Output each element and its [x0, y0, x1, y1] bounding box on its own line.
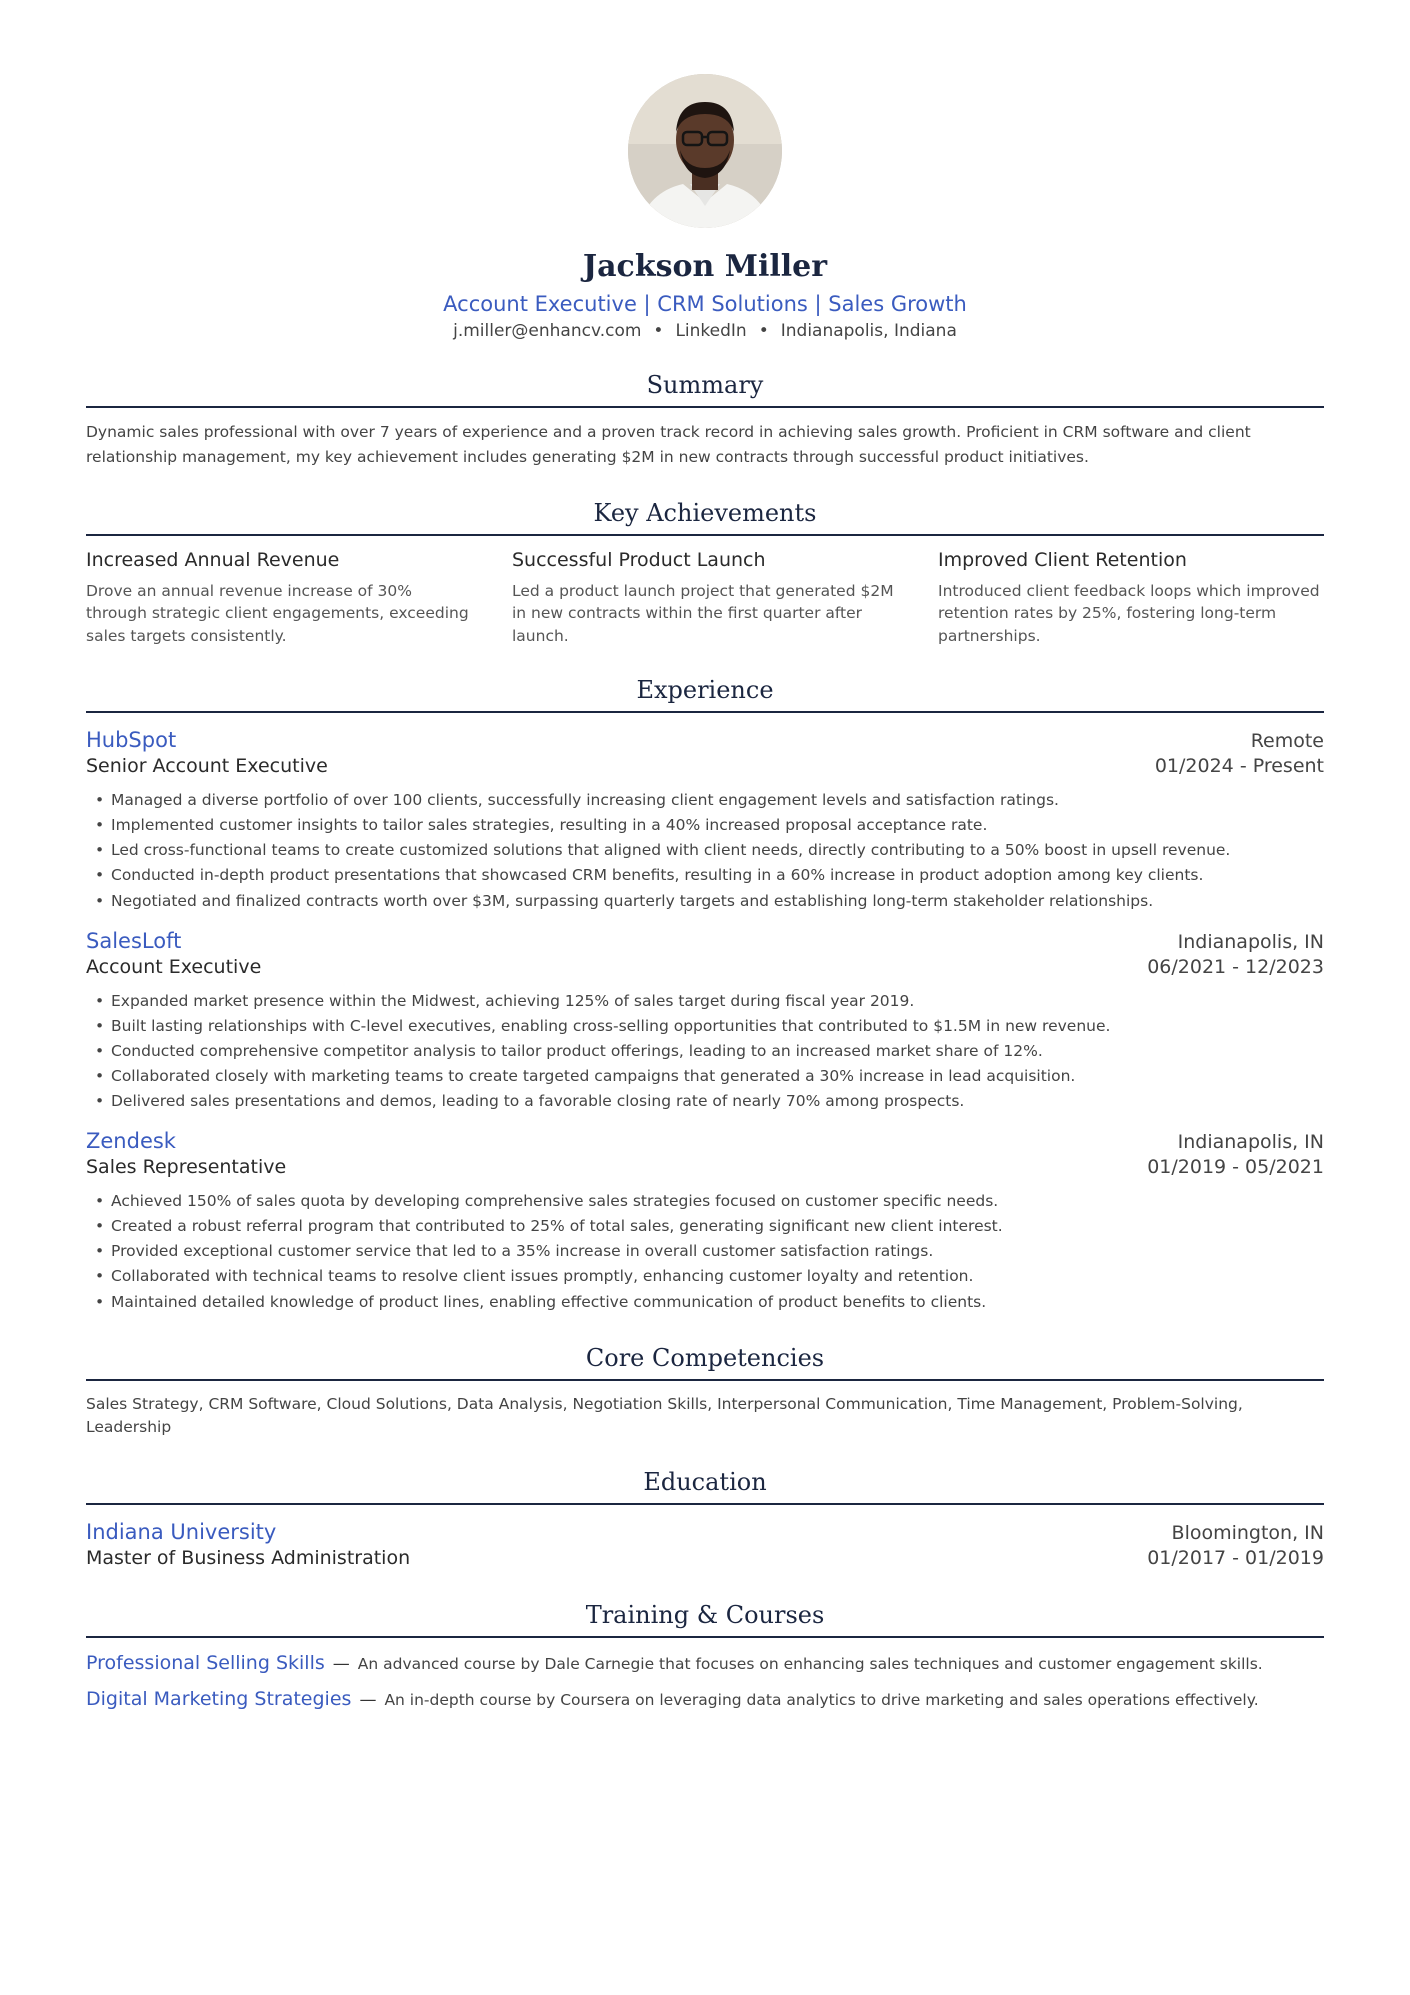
job-role-row — [86, 754, 1324, 780]
company-name[interactable]: HubSpot — [86, 728, 177, 753]
course-name[interactable]: Digital Marketing Strategies — [86, 1688, 352, 1711]
education-header-row — [86, 1519, 1324, 1546]
contact-location: Indianapolis, Indiana — [780, 320, 957, 341]
job-entry — [86, 1128, 1324, 1314]
achievement-item — [86, 548, 472, 647]
experience-heading: Experience — [86, 675, 1324, 713]
job-location: Remote — [1250, 730, 1324, 753]
company-name[interactable]: Zendesk — [86, 1129, 176, 1154]
competencies-list: Sales Strategy, CRM Software, Cloud Solutions, Data Analysis, Negotiation Skills, Interpersonal Communication, Time Management, Problem-Solving, Leadership — [86, 1394, 1243, 1436]
education-section — [86, 1467, 1324, 1572]
achievements-grid — [86, 548, 1324, 647]
job-role-row — [86, 1155, 1324, 1181]
avatar-portrait-icon — [628, 74, 782, 228]
summary-section — [86, 370, 1324, 470]
job-header-row — [86, 1128, 1324, 1155]
job-dates: 01/2019 - 05/2021 — [1147, 1156, 1324, 1179]
course-item — [86, 1688, 1324, 1710]
job-entry — [86, 928, 1324, 1114]
job-bullets — [86, 989, 1324, 1115]
achievement-title: Improved Client Retention — [938, 549, 1187, 572]
company-name[interactable]: SalesLoft — [86, 928, 182, 953]
education-dates: 01/2017 - 01/2019 — [1147, 1547, 1324, 1570]
achievement-description: Led a product launch project that generated $2M in new contracts within the first quarter after launch. — [512, 581, 894, 645]
job-location: Indianapolis, IN — [1177, 1131, 1324, 1154]
job-role: Sales Representative — [86, 1156, 287, 1179]
education-degree-row — [86, 1546, 1324, 1572]
achievement-item — [512, 548, 898, 647]
avatar — [628, 74, 782, 228]
education-heading: Education — [86, 1467, 1324, 1505]
job-bullet: • Negotiated and finalized contracts worth over $3M, surpassing quarterly targets and establishing long-term stakeholder relationships. — [111, 889, 1324, 914]
job-bullet: • Provided exceptional customer service that led to a 35% increase in overall customer satisfaction ratings. — [111, 1239, 1324, 1264]
achievement-description: Introduced client feedback loops which improved retention rates by 25%, fostering long-term partnerships. — [938, 581, 1320, 645]
job-role: Account Executive — [86, 955, 262, 978]
competencies-section — [86, 1343, 1324, 1440]
contact-separator: • — [758, 320, 769, 341]
contact-linkedin-link[interactable]: LinkedIn — [675, 320, 747, 341]
job-bullet: • Conducted comprehensive competitor analysis to tailor product offerings, leading to an increased market share of 12%. — [111, 1039, 1324, 1064]
resume-header — [86, 0, 1324, 342]
candidate-name: Jackson Miller — [582, 249, 828, 284]
job-bullet: • Maintained detailed knowledge of product lines, enabling effective communication of product benefits to clients. — [111, 1290, 1324, 1315]
job-bullet: • Delivered sales presentations and demos, leading to a favorable closing rate of nearly 70% among prospects. — [111, 1089, 1324, 1114]
job-bullet: • Implemented customer insights to tailor sales strategies, resulting in a 40% increased proposal acceptance rate. — [111, 813, 1324, 838]
job-bullet: • Managed a diverse portfolio of over 100 clients, successfully increasing client engagement levels and satisfaction ratings. — [111, 788, 1324, 813]
achievement-title: Successful Product Launch — [512, 549, 766, 572]
contact-separator: • — [653, 320, 664, 341]
job-bullet: • Led cross-functional teams to create customized solutions that aligned with client needs, directly contributing to a 50% boost in upsell revenue. — [111, 838, 1324, 863]
job-bullet: • Created a robust referral program that contributed to 25% of total sales, generating significant new client interest. — [111, 1214, 1324, 1239]
summary-heading: Summary — [86, 370, 1324, 408]
job-location: Indianapolis, IN — [1177, 930, 1324, 953]
job-dates: 06/2021 - 12/2023 — [1147, 955, 1324, 978]
job-header-row — [86, 727, 1324, 754]
school-name[interactable]: Indiana University — [86, 1520, 277, 1545]
job-dates: 01/2024 - Present — [1154, 755, 1324, 778]
job-entry — [86, 727, 1324, 913]
summary-text: Dynamic sales professional with over 7 years of experience and a proven track record in achieving sales growth. Proficient in CRM software and client relationship management, my key achievement includes generating $2M in new contracts through successful product initiatives. — [86, 422, 1251, 466]
course-dash: — — [359, 1690, 377, 1711]
training-section — [86, 1600, 1324, 1710]
job-role: Senior Account Executive — [86, 755, 328, 778]
job-header-row — [86, 928, 1324, 955]
degree: Master of Business Administration — [86, 1547, 411, 1570]
job-bullet: • Expanded market presence within the Midwest, achieving 125% of sales target during fiscal year 2019. — [111, 989, 1324, 1014]
job-bullet: • Achieved 150% of sales quota by developing comprehensive sales strategies focused on customer specific needs. — [111, 1189, 1324, 1214]
training-heading: Training & Courses — [86, 1600, 1324, 1638]
job-role-row — [86, 955, 1324, 981]
competencies-heading: Core Competencies — [86, 1343, 1324, 1381]
achievement-description: Drove an annual revenue increase of 30% through strategic client engagements, exceeding sales targets consistently. — [86, 581, 469, 645]
job-bullet: • Collaborated with technical teams to resolve client issues promptly, enhancing customer loyalty and retention. — [111, 1264, 1324, 1289]
school-location: Bloomington, IN — [1171, 1522, 1324, 1545]
job-bullet: • Conducted in-depth product presentations that showcased CRM benefits, resulting in a 60% increase in product adoption among key clients. — [111, 863, 1324, 888]
contact-line — [86, 320, 1324, 342]
course-description: An in-depth course by Coursera on leveraging data analytics to drive marketing and sales operations effectively. — [384, 1691, 1259, 1710]
course-name[interactable]: Professional Selling Skills — [86, 1652, 325, 1675]
course-dash: — — [332, 1654, 350, 1675]
achievements-section — [86, 498, 1324, 647]
job-bullets — [86, 1189, 1324, 1315]
contact-email[interactable]: j.miller@enhancv.com — [453, 320, 642, 341]
achievements-heading: Key Achievements — [86, 498, 1324, 536]
experience-section — [86, 675, 1324, 1314]
candidate-headline: Account Executive | CRM Solutions | Sales Growth — [443, 291, 967, 316]
education-entry — [86, 1519, 1324, 1572]
course-item — [86, 1652, 1324, 1674]
course-description: An advanced course by Dale Carnegie that focuses on enhancing sales techniques and customer engagement skills. — [357, 1655, 1263, 1674]
job-bullet: • Collaborated closely with marketing teams to create targeted campaigns that generated a 30% increase in lead acquisition. — [111, 1064, 1324, 1089]
job-bullets — [86, 788, 1324, 914]
achievement-item — [938, 548, 1324, 647]
achievement-title: Increased Annual Revenue — [86, 549, 340, 572]
job-bullet: • Built lasting relationships with C-level executives, enabling cross-selling opportunities that contributed to $1.5M in new revenue. — [111, 1014, 1324, 1039]
